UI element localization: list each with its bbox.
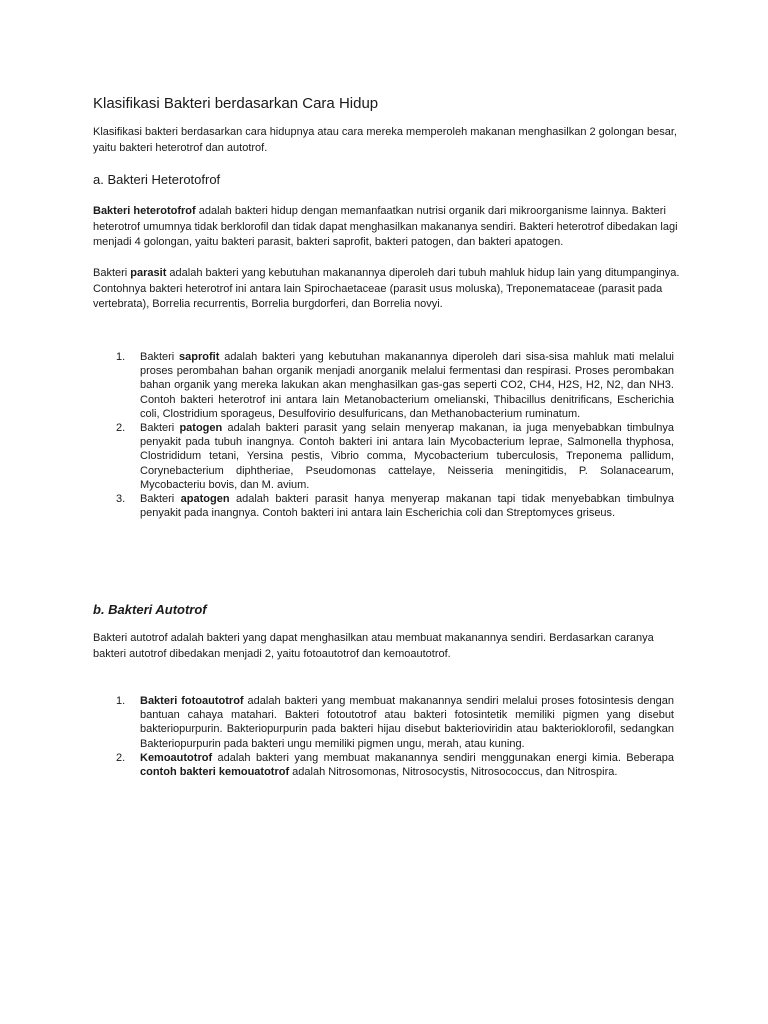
item-prefix: Bakteri (140, 351, 180, 363)
list-item (116, 694, 674, 751)
list-item (116, 751, 674, 779)
parasit-term: parasit (130, 267, 167, 279)
list-number: 1. (116, 695, 126, 707)
intro-paragraph: Klasifikasi bakteri berdasarkan cara hidupnya atau cara mereka memperoleh makanan menghasilkan 2 golongan besar, yaitu bakteri heterotrof dan autotrof. (93, 126, 677, 154)
autotrof-list (116, 694, 674, 779)
heterotrof-list (116, 350, 674, 520)
item-term: apatogen (180, 493, 230, 506)
item-term: patogen (179, 422, 223, 435)
item-term: saprofit (179, 351, 220, 363)
heterotrof-term: Bakteri heterotofrof (93, 205, 196, 217)
heterotrof-paragraph (93, 204, 683, 251)
item-term: Kemoautotrof (140, 751, 213, 764)
list-item (116, 492, 674, 520)
item-text: adalah bakteri yang membuat makanannya sendiri menggunakan energi kimia. Beberapa (212, 751, 674, 764)
autotrof-paragraph: Bakteri autotrof adalah bakteri yang dapat menghasilkan atau membuat makanannya sendiri. Berdasarkan caranya bakteri autotrof dibedakan menjadi 2, yaitu fotoautotrof dan kemoautotrof. (93, 632, 654, 660)
list-number: 1. (116, 351, 126, 363)
item-text-secondary: adalah Nitrosomonas, Nitrosocystis, Nitrosococcus, dan Nitrospira. (289, 766, 618, 779)
list-number: 2. (116, 422, 126, 435)
list-item (116, 421, 674, 492)
item-prefix: Bakteri (140, 422, 180, 435)
item-term: Bakteri fotoautotrof (140, 695, 244, 707)
item-text: adalah bakteri parasit yang selain menyerap makanan, ia juga menyebabkan timbulnya penyakit pada tubuh inangnya. Contoh bakteri ini antara lain Mycobacterium leprae, Salmonella thyphosa, Clostrididum tetani, Yersina pestis, Vibrio comma, Mycobacterium tuberculosis, Treponema pallidum, Corynebacterium diphtheriae, Pseudomonas cattelaye, Neisseria meningitidis, P. Solanacearum, Mycobacteriu bovis, dan M. avium. (140, 422, 674, 491)
item-prefix: Bakteri (140, 493, 181, 506)
document-title: Klasifikasi Bakteri berdasarkan Cara Hidup (93, 95, 379, 112)
section-a-heading: a. Bakteri Heterotofrof (93, 172, 221, 187)
item-text: adalah bakteri parasit hanya menyerap makanan tapi tidak menyebabkan timbulnya penyakit pada inangnya. Contoh bakteri ini antara lain Escherichia coli dan Streptomyces griseus. (140, 493, 675, 520)
parasit-prefix: Bakteri (93, 267, 131, 279)
list-number: 2. (116, 751, 126, 764)
list-number: 3. (116, 493, 126, 506)
section-b-heading: b. Bakteri Autotrof (93, 602, 207, 617)
item-term-secondary: contoh bakteri kemouatotrof (140, 766, 290, 779)
list-item (116, 350, 674, 421)
heterotrof-text: adalah bakteri hidup dengan memanfaatkan nutrisi organik dari mikroorganisme lainnya. Bakteri heterotrof umumnya tidak berklorofil dan tidak dapat menghasilkan makananya sendiri. Bakteri heterotrof dibedakan lagi menjadi 4 golongan, yaitu bakteri parasit, bakteri saprofit, bakteri patogen, dan bakteri apatogen. (93, 205, 678, 248)
parasit-text: adalah bakteri yang kebutuhan makanannya diperoleh dari tubuh mahluk hidup lain yang ditumpanginya. Contohnya bakteri heterotrof ini antara lain Spirochaetaceae (parasit usus moluska), Treponemataceae (parasit pada vertebrata), Borrelia recurrentis, Borrelia burgdorferi, dan Borrelia novyi. (93, 267, 680, 310)
item-text: adalah bakteri yang kebutuhan makanannya diperoleh dari sisa-sisa mahluk mati melalui proses perombahan bahan organik menjadi anorganik melalui fermentasi dan respirasi. Proses perombakan bahan organik yang mereka lakukan akan menghasilkan gas-gas seperti CO2, CH4, H2S, H2, N2, dan NH3. Contoh bakteri heterotrof ini antara lain Metanobacterium omelianski, Thibacillus denitrificans, Escherichia coli, Clostridium sporageus, Desulfovirio desulfuricans, dan Methanobacterium ruminatum. (140, 351, 674, 420)
parasit-paragraph (93, 266, 683, 313)
item-text: adalah bakteri yang membuat makanannya sendiri melalui proses fotosintesis dengan bantuan cahaya matahari. Bakteri fotoutotrof atau bakteri fotosintetik memiliki pigmen yang disebut bakteriopurpurin. Bakteriopurpurin pada bakteri hijau disebut bakterioviridin atau bakterioklorofil, sedangkan Bakteriopurpurin pada bakteri ungu memiliki pigmen ungu, merah, atau kuning. (140, 695, 674, 750)
